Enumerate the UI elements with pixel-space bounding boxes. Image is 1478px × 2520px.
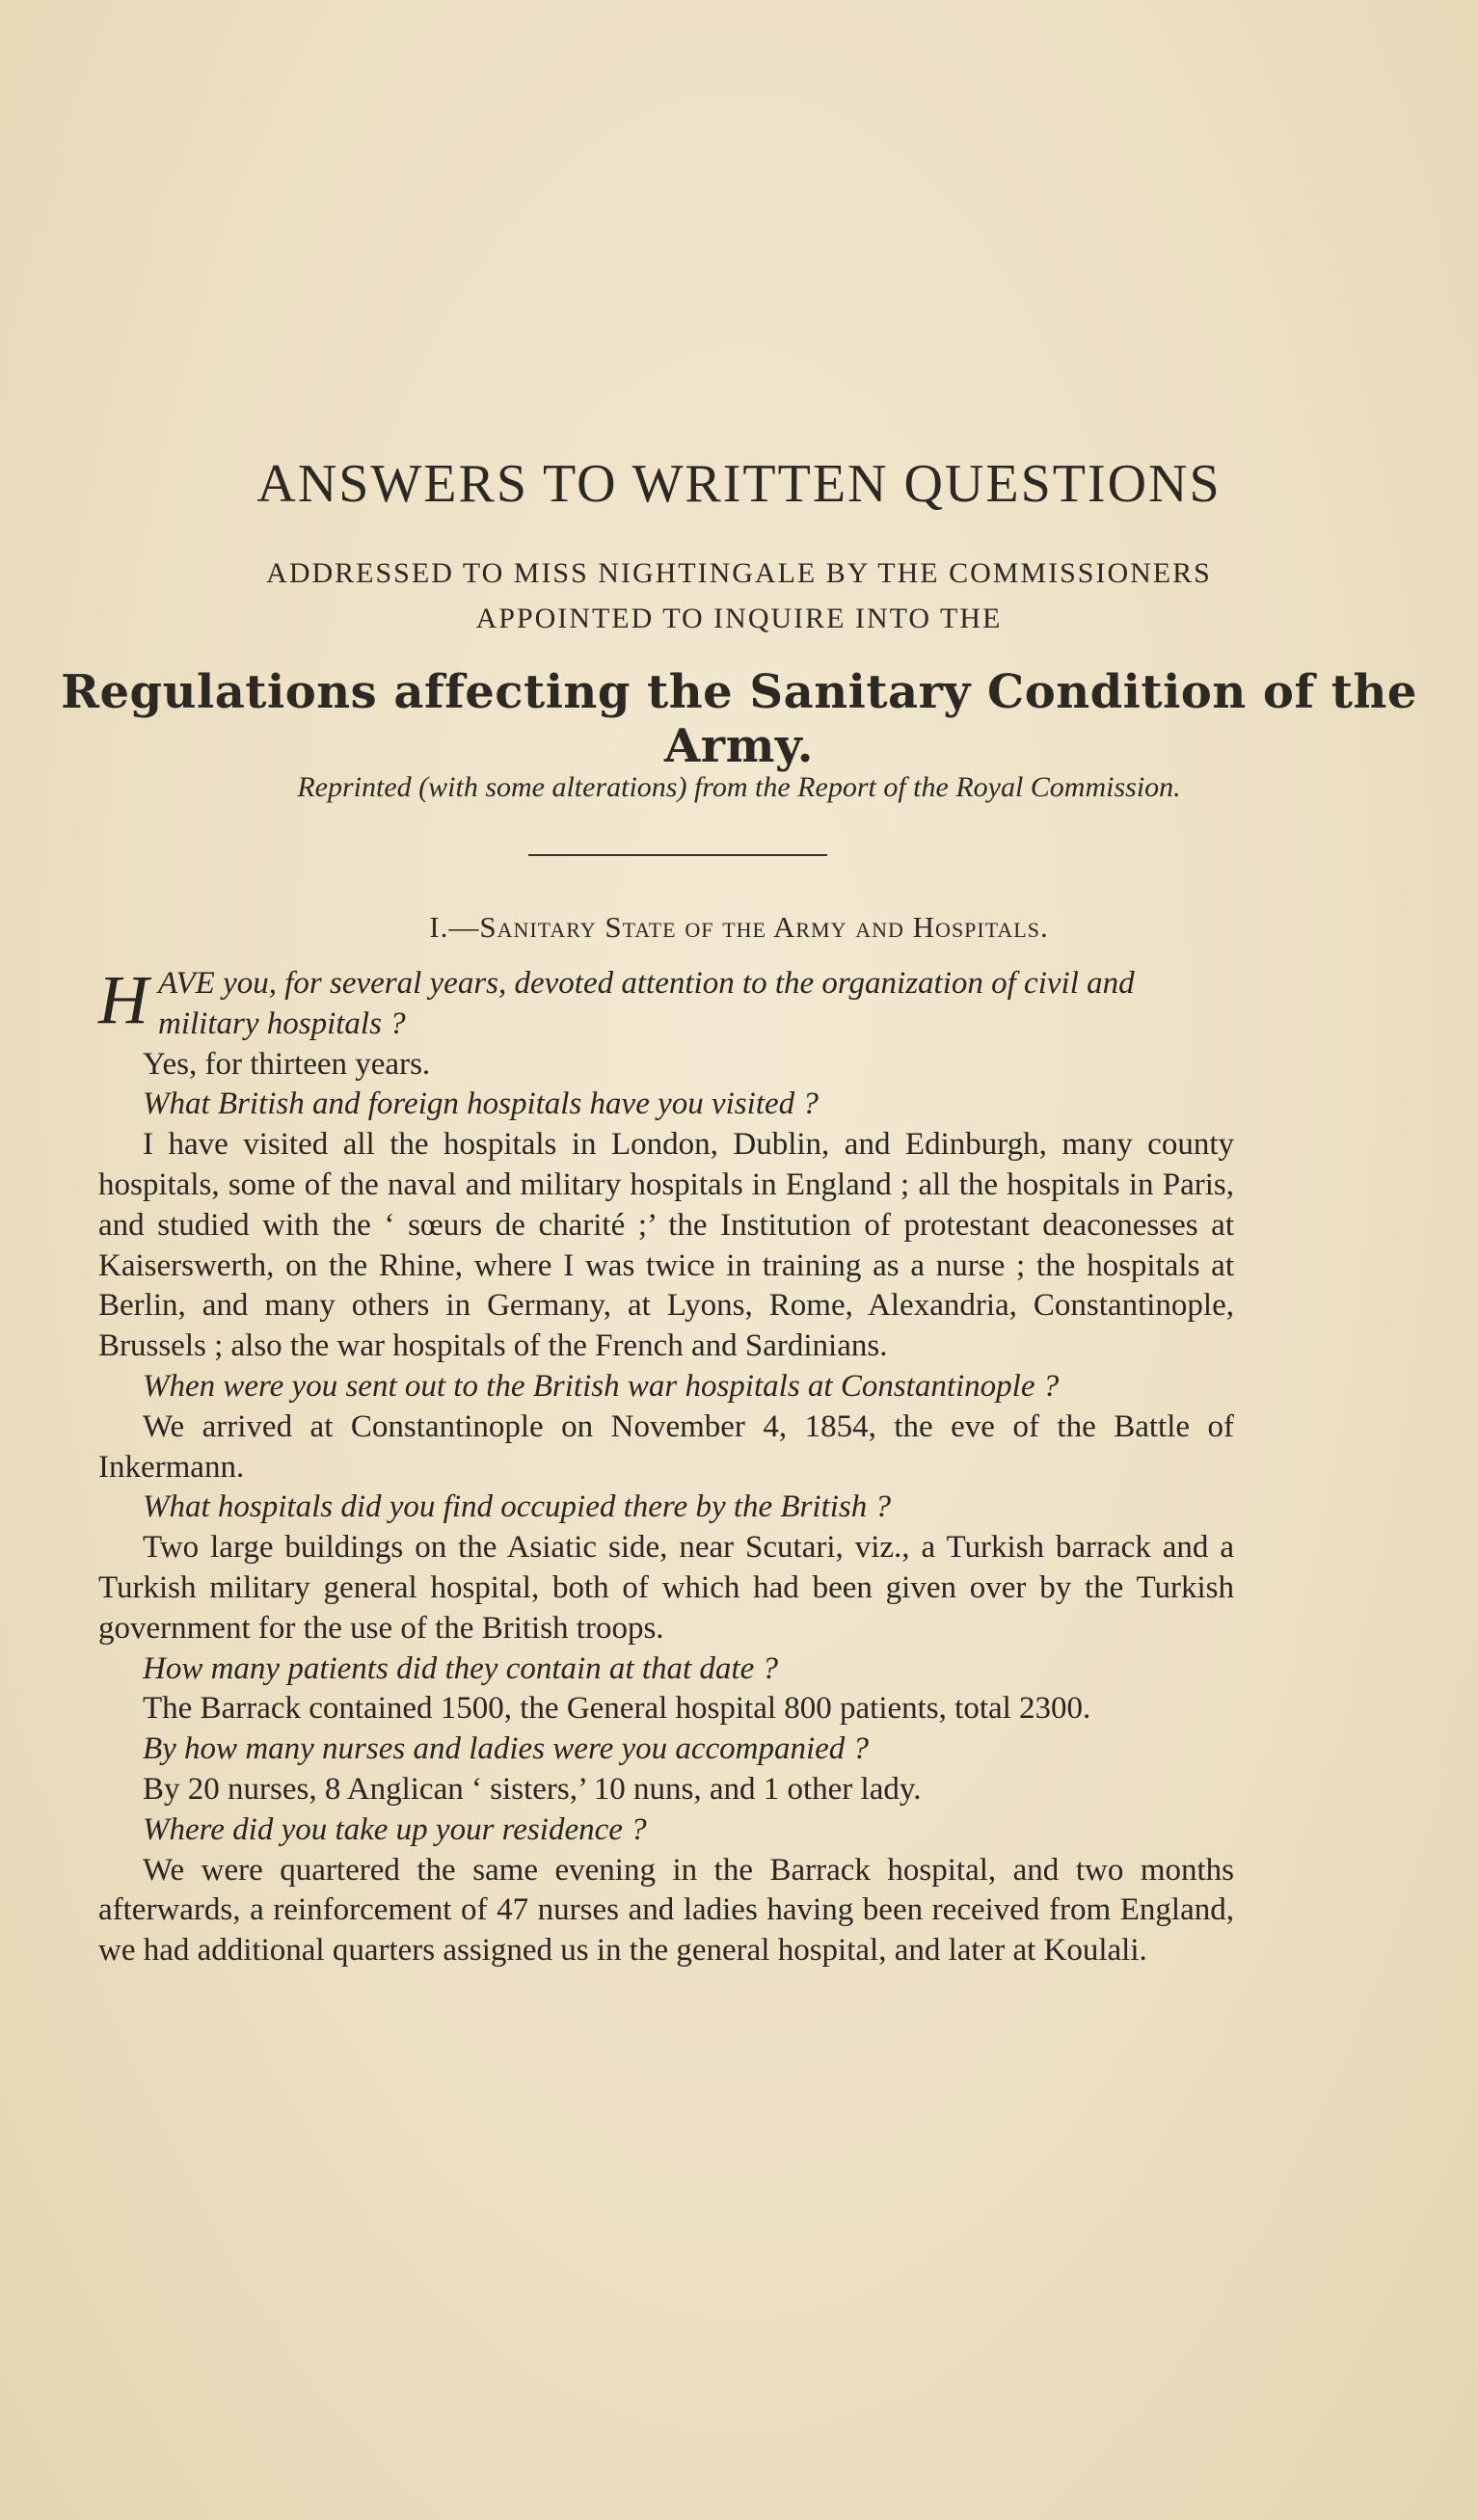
subtitle-line-2: APPOINTED TO INQUIRE INTO THE xyxy=(475,603,1003,634)
answer-paragraph: Two large buildings on the Asiatic side, near Scutari, viz., a Turkish barrack and a Turkish military general hospital, both of which had been given over by the Turkish government for the use of the British troops. xyxy=(98,1530,1234,1646)
answer-paragraph: We were quartered the same evening in the Barrack hospital, and two months afterwards, a reinforcement of 47 nurses and ladies having been received from England, we had additional quarters assigned us in the general hospital, and later at Koulali. xyxy=(98,1852,1234,1969)
answer-paragraph: By 20 nurses, 8 Anglican ‘ sisters,’ 10 nuns, and 1 other lady. xyxy=(143,1771,922,1807)
question-paragraph: What hospitals did you find occupied there by the British ? xyxy=(143,1489,891,1525)
question-paragraph: When were you sent out to the British war hospitals at Constantinople ? xyxy=(143,1368,1060,1404)
question-paragraph: Where did you take up your residence ? xyxy=(143,1811,647,1847)
drop-cap: H xyxy=(98,961,148,1038)
question-paragraph: By how many nurses and ladies were you accompanied ? xyxy=(143,1731,870,1767)
question-first xyxy=(98,961,1234,1045)
divider-rule xyxy=(528,854,827,856)
answer-paragraph: We arrived at Constantinople on November 4, 1854, the eve of the Battle of Inkermann. xyxy=(98,1408,1234,1485)
qa-body xyxy=(98,961,1234,1971)
subtitle-line-1: ADDRESSED TO MISS NIGHTINGALE BY THE COMMISSIONERS xyxy=(266,557,1212,589)
reprint-note: Reprinted (with some alterations) from the Report of the Royal Commission. xyxy=(297,771,1181,803)
blackletter-heading: Regulations affecting the Sanitary Condition of the Army. xyxy=(61,665,1417,773)
question-text: AVE you, for several years, devoted attention to the organization of civil and military hospitals ? xyxy=(158,966,1135,1041)
answer-paragraph: The Barrack contained 1500, the General hospital 800 patients, total 2300. xyxy=(143,1691,1091,1727)
answer-paragraph: I have visited all the hospitals in London, Dublin, and Edinburgh, many county hospitals, some of the naval and military hospitals in England ; all the hospitals in Paris, and studied with the ‘ sœurs de charité ;’ the Institution of protestant deaconesses at Kaiserswerth, on the Rhine, where I was twice in training as a nurse ; the hospitals at Berlin, and many others in Germany, at Lyons, Rome, Alexandria, Constantinople, Brussels ; also the war hospitals of the French and Sardinians. xyxy=(98,1127,1234,1364)
answer-paragraph: Yes, for thirteen years. xyxy=(143,1046,431,1082)
page-title: ANSWERS TO WRITTEN QUESTIONS xyxy=(256,454,1222,514)
question-paragraph: What British and foreign hospitals have you visited ? xyxy=(143,1086,819,1122)
question-paragraph: How many patients did they contain at that date ? xyxy=(143,1650,779,1686)
section-heading: I.—Sanitary State of the Army and Hospitals. xyxy=(429,910,1049,944)
